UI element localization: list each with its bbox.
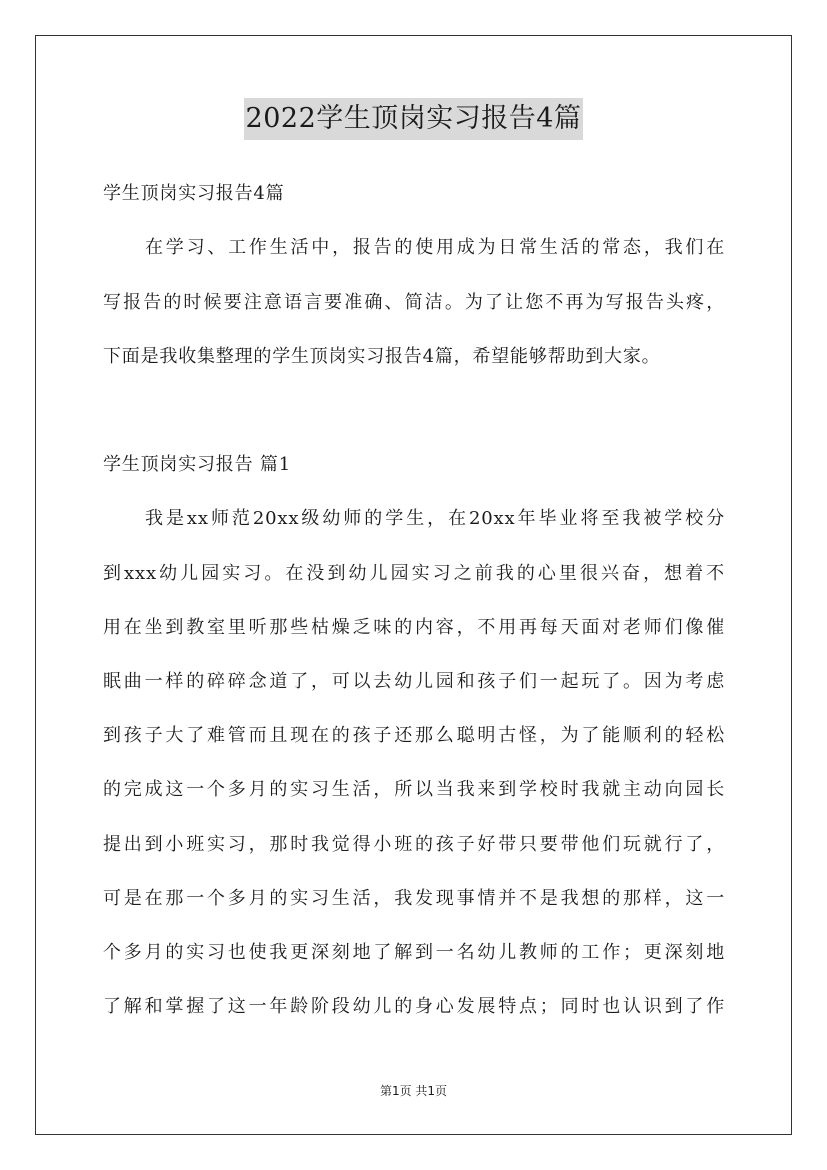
body-line: 了解和掌握了这一年龄阶段幼儿的身心发展特点；同时也认识到了作 [103, 996, 725, 1017]
page-footer: 第1页 共1页 [379, 1084, 448, 1098]
body-line: 我是xx师范20xx级幼师的学生，在20xx年毕业将至我被学校分 [145, 508, 725, 529]
intro-line: 写报告的时候要注意语言要准确、简洁。为了让您不再为写报告头疼， [103, 292, 725, 313]
section-heading: 学生顶岗实习报告 篇1 [103, 454, 291, 475]
body-line: 到xxx幼儿园实习。在没到幼儿园实习之前我的心里很兴奋，想着不 [103, 563, 725, 584]
subtitle: 学生顶岗实习报告4篇 [103, 183, 285, 204]
body-line: 用在坐到教室里听那些枯燥乏味的内容，不用再每天面对老师们像催 [103, 617, 725, 638]
intro-line: 下面是我收集整理的学生顶岗实习报告4篇，希望能够帮助到大家。 [103, 346, 661, 367]
title-container [0, 98, 827, 140]
body-line: 到孩子大了难管而且现在的孩子还那么聪明古怪，为了能顺利的轻松 [103, 725, 725, 746]
document-title: 2022学生顶岗实习报告4篇 [244, 98, 584, 140]
intro-line: 在学习、工作生活中，报告的使用成为日常生活的常态，我们在 [145, 237, 725, 258]
body-line: 的完成这一个多月的实习生活，所以当我来到学校时我就主动向园长 [103, 779, 725, 800]
body-line: 可是在那一个多月的实习生活，我发现事情并不是我想的那样，这一 [103, 888, 725, 909]
body-line: 眠曲一样的碎碎念道了，可以去幼儿园和孩子们一起玩了。因为考虑 [103, 671, 725, 692]
body-line: 提出到小班实习，那时我觉得小班的孩子好带只要带他们玩就行了， [103, 834, 725, 855]
body-line: 个多月的实习也使我更深刻地了解到一名幼儿教师的工作；更深刻地 [103, 942, 725, 963]
